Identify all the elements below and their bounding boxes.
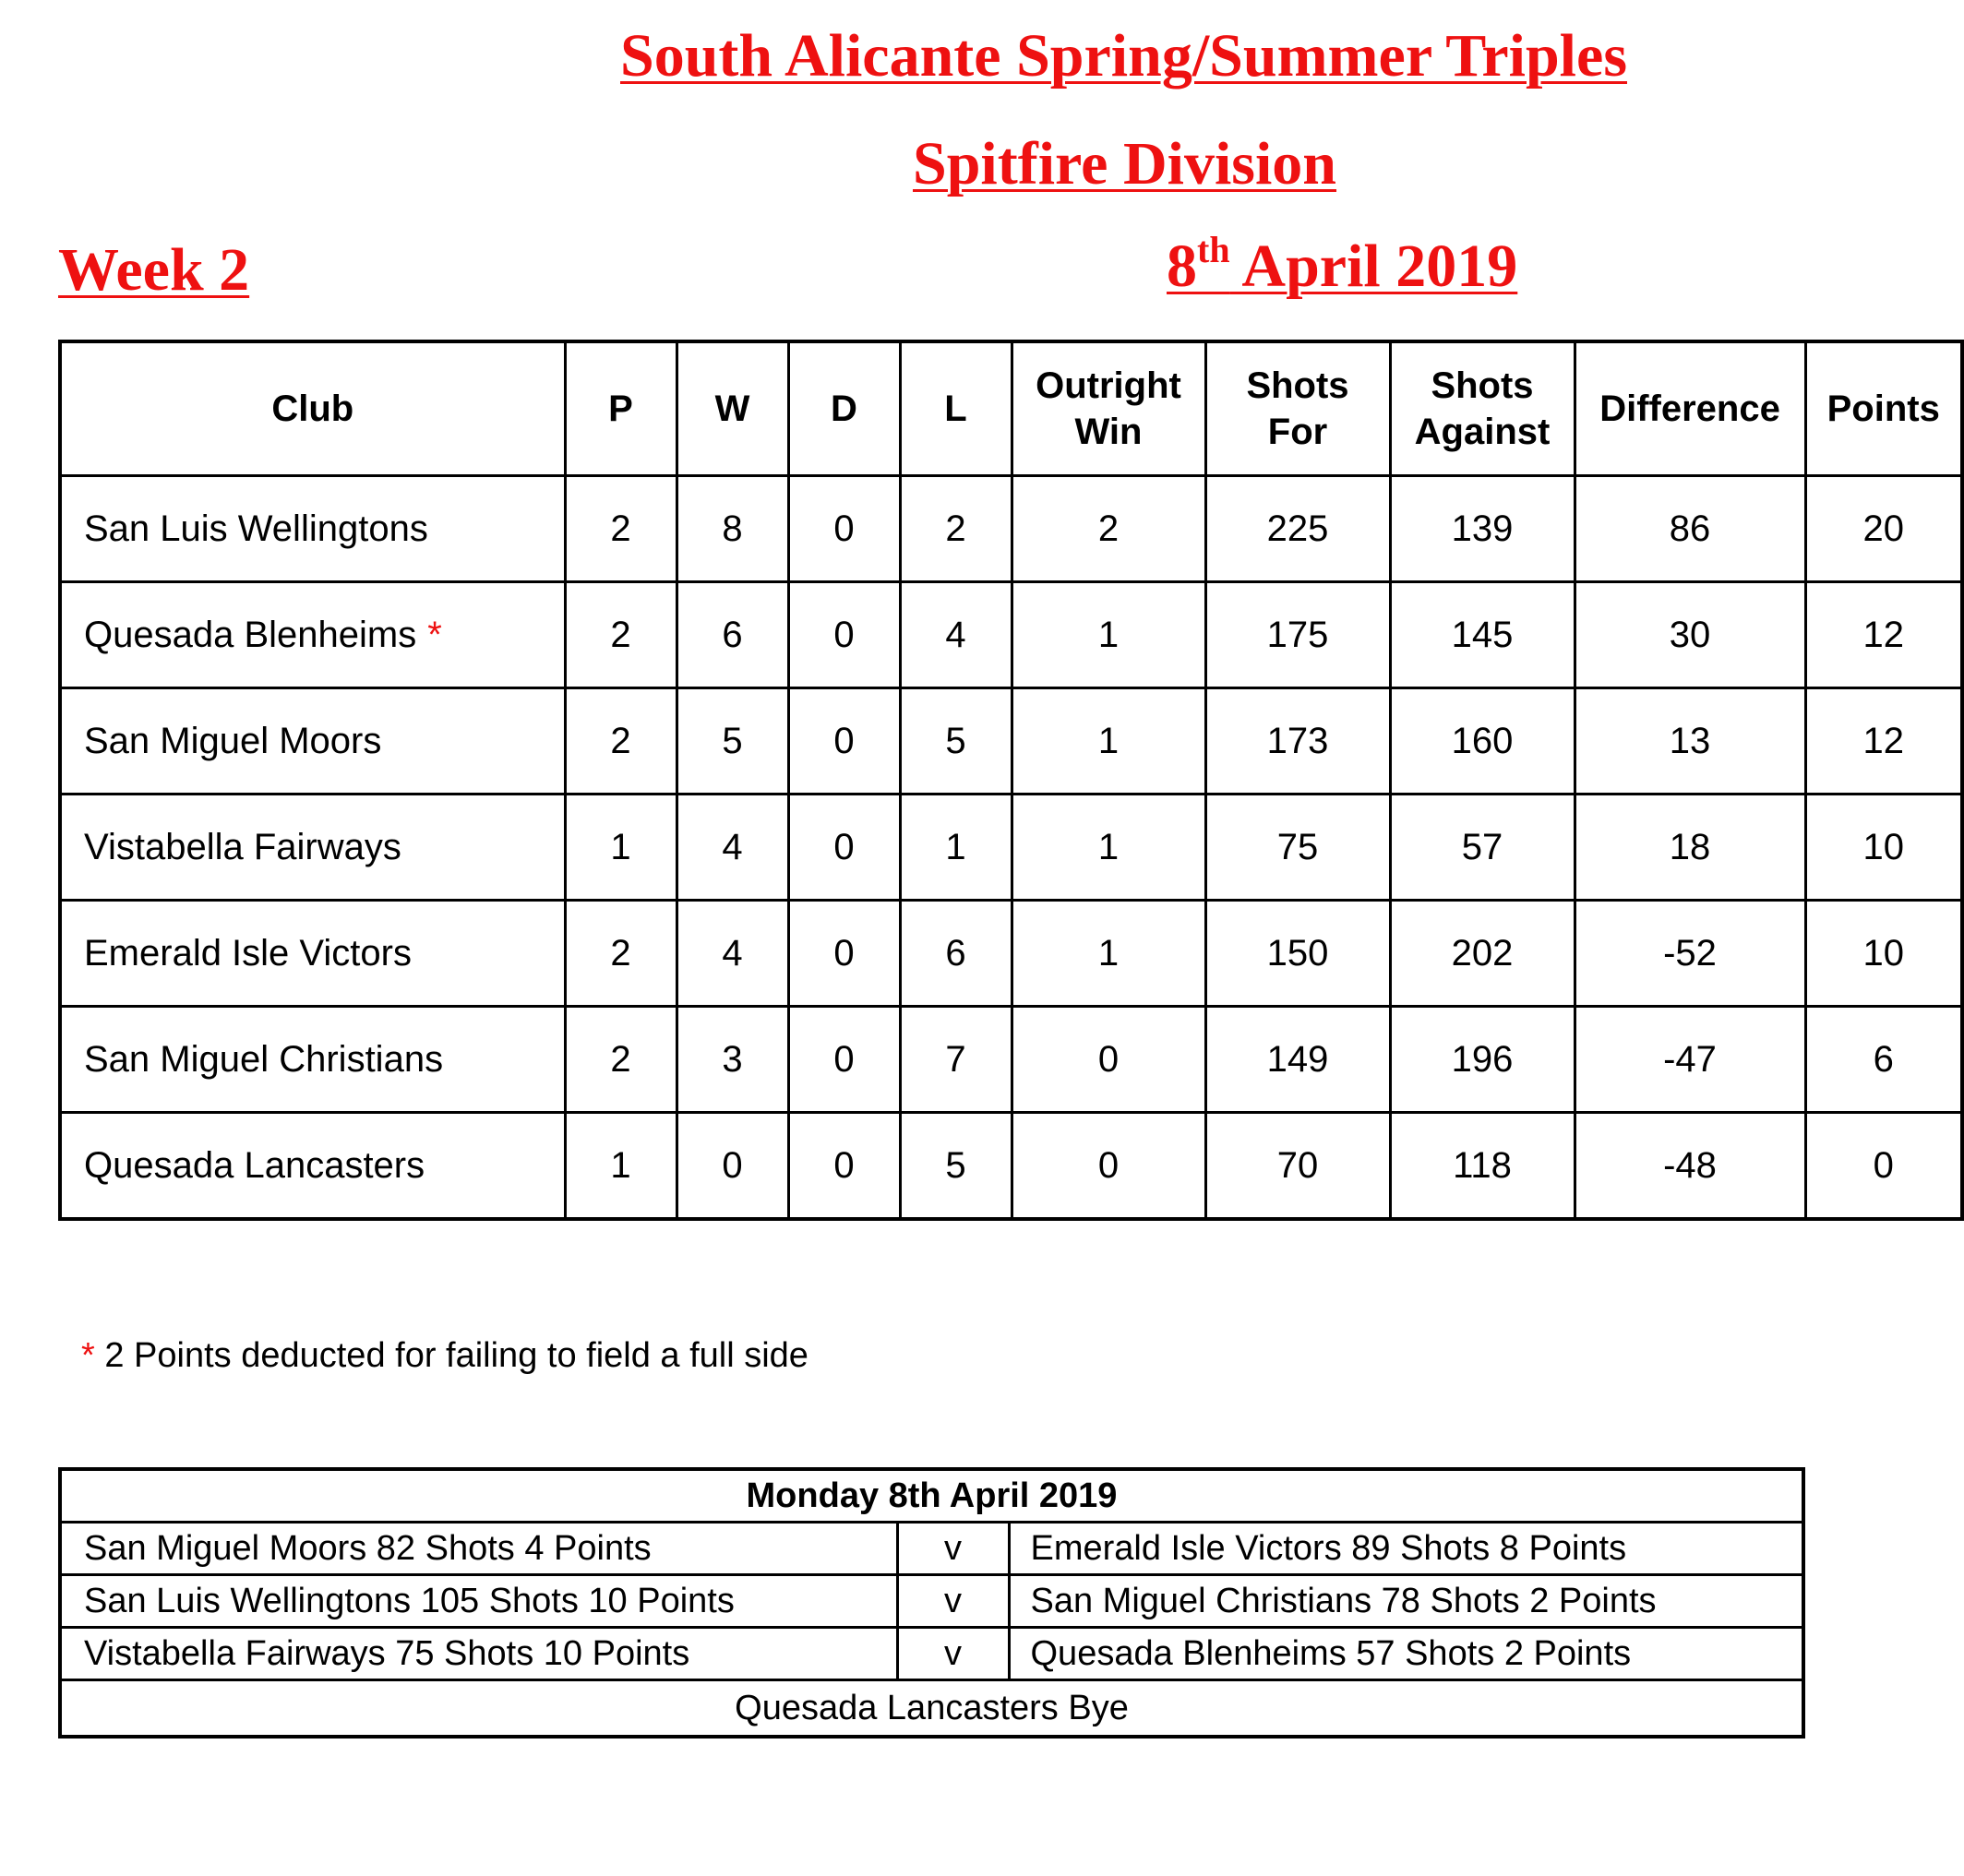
col-header-drawn: D bbox=[788, 341, 900, 476]
club-name: Vistabella Fairways bbox=[84, 826, 401, 867]
outright-win-cell: 1 bbox=[1012, 688, 1205, 795]
drawn-cell: 0 bbox=[788, 1113, 900, 1220]
won-cell: 4 bbox=[677, 795, 788, 901]
col-header-shots-for-line2: For bbox=[1267, 412, 1328, 452]
col-header-shots-for-line1: Shots bbox=[1246, 365, 1349, 406]
shots-against-cell: 57 bbox=[1390, 795, 1575, 901]
division-title: Spitfire Division bbox=[913, 130, 1337, 197]
col-header-outright-line1: Outright bbox=[1036, 365, 1181, 406]
versus: v bbox=[897, 1628, 1009, 1680]
lost-cell: 6 bbox=[900, 901, 1012, 1007]
fixtures-table bbox=[58, 1467, 1805, 1739]
points-cell: 6 bbox=[1805, 1007, 1962, 1113]
won-cell: 3 bbox=[677, 1007, 788, 1113]
points-cell: 0 bbox=[1805, 1113, 1962, 1220]
outright-win-cell: 0 bbox=[1012, 1007, 1205, 1113]
date-suffix: th bbox=[1197, 229, 1230, 270]
standings-body bbox=[60, 476, 1962, 1220]
col-header-outright-line2: Win bbox=[1074, 412, 1143, 452]
club-cell bbox=[60, 901, 565, 1007]
date-rest: April 2019 bbox=[1229, 233, 1518, 300]
club-cell bbox=[60, 582, 565, 688]
col-header-won: W bbox=[677, 341, 788, 476]
points-cell: 12 bbox=[1805, 582, 1962, 688]
footnote bbox=[81, 1336, 808, 1376]
lost-cell: 1 bbox=[900, 795, 1012, 901]
club-cell bbox=[60, 1007, 565, 1113]
shots-against-cell: 160 bbox=[1390, 688, 1575, 795]
played-cell: 2 bbox=[565, 1007, 677, 1113]
shots-against-cell: 145 bbox=[1390, 582, 1575, 688]
won-cell: 8 bbox=[677, 476, 788, 582]
week-label: Week 2 bbox=[58, 236, 250, 304]
won-cell: 4 bbox=[677, 901, 788, 1007]
won-cell: 0 bbox=[677, 1113, 788, 1220]
points-cell: 10 bbox=[1805, 795, 1962, 901]
fixtures-heading-row bbox=[60, 1469, 1803, 1523]
footnote-mark: * bbox=[81, 1336, 95, 1375]
won-cell: 5 bbox=[677, 688, 788, 795]
bye-text: Quesada Lancasters Bye bbox=[60, 1680, 1803, 1738]
shots-against-cell: 139 bbox=[1390, 476, 1575, 582]
lost-cell: 5 bbox=[900, 1113, 1012, 1220]
fixture-row bbox=[60, 1628, 1803, 1680]
away-result: San Miguel Christians 78 Shots 2 Points bbox=[1009, 1575, 1803, 1628]
col-header-lost: L bbox=[900, 341, 1012, 476]
played-cell: 2 bbox=[565, 688, 677, 795]
club-name: San Miguel Christians bbox=[84, 1038, 444, 1080]
table-row bbox=[60, 795, 1962, 901]
fixtures-heading: Monday 8th April 2019 bbox=[60, 1469, 1803, 1523]
drawn-cell: 0 bbox=[788, 688, 900, 795]
col-header-difference: Difference bbox=[1575, 341, 1805, 476]
difference-cell: -52 bbox=[1575, 901, 1805, 1007]
standings-table bbox=[58, 340, 1964, 1221]
home-result: San Miguel Moors 82 Shots 4 Points bbox=[60, 1523, 897, 1575]
shots-for-cell: 75 bbox=[1205, 795, 1390, 901]
points-cell: 20 bbox=[1805, 476, 1962, 582]
difference-cell: -47 bbox=[1575, 1007, 1805, 1113]
shots-for-cell: 150 bbox=[1205, 901, 1390, 1007]
played-cell: 1 bbox=[565, 1113, 677, 1220]
outright-win-cell: 1 bbox=[1012, 795, 1205, 901]
won-cell: 6 bbox=[677, 582, 788, 688]
played-cell: 1 bbox=[565, 795, 677, 901]
lost-cell: 5 bbox=[900, 688, 1012, 795]
deduction-mark: * bbox=[427, 614, 442, 655]
outright-win-cell: 1 bbox=[1012, 901, 1205, 1007]
difference-cell: 13 bbox=[1575, 688, 1805, 795]
bye-row bbox=[60, 1680, 1803, 1738]
drawn-cell: 0 bbox=[788, 1007, 900, 1113]
points-cell: 10 bbox=[1805, 901, 1962, 1007]
played-cell: 2 bbox=[565, 582, 677, 688]
table-row bbox=[60, 901, 1962, 1007]
col-header-played: P bbox=[565, 341, 677, 476]
shots-for-cell: 173 bbox=[1205, 688, 1390, 795]
date-day: 8 bbox=[1167, 233, 1197, 300]
col-header-outright-win bbox=[1012, 341, 1205, 476]
away-result: Emerald Isle Victors 89 Shots 8 Points bbox=[1009, 1523, 1803, 1575]
drawn-cell: 0 bbox=[788, 582, 900, 688]
lost-cell: 4 bbox=[900, 582, 1012, 688]
drawn-cell: 0 bbox=[788, 901, 900, 1007]
col-header-shots-against-line1: Shots bbox=[1431, 365, 1534, 406]
club-name: San Miguel Moors bbox=[84, 720, 382, 761]
shots-for-cell: 70 bbox=[1205, 1113, 1390, 1220]
played-cell: 2 bbox=[565, 901, 677, 1007]
home-result: San Luis Wellingtons 105 Shots 10 Points bbox=[60, 1575, 897, 1628]
col-header-shots-for bbox=[1205, 341, 1390, 476]
away-result: Quesada Blenheims 57 Shots 2 Points bbox=[1009, 1628, 1803, 1680]
outright-win-cell: 1 bbox=[1012, 582, 1205, 688]
shots-for-cell: 225 bbox=[1205, 476, 1390, 582]
outright-win-cell: 0 bbox=[1012, 1113, 1205, 1220]
footnote-text: 2 Points deducted for failing to field a full side bbox=[94, 1336, 808, 1375]
standings-header-row bbox=[60, 341, 1962, 476]
club-cell bbox=[60, 795, 565, 901]
difference-cell: -48 bbox=[1575, 1113, 1805, 1220]
table-row bbox=[60, 1007, 1962, 1113]
club-cell bbox=[60, 476, 565, 582]
club-cell bbox=[60, 1113, 565, 1220]
shots-against-cell: 202 bbox=[1390, 901, 1575, 1007]
difference-cell: 30 bbox=[1575, 582, 1805, 688]
lost-cell: 2 bbox=[900, 476, 1012, 582]
table-row bbox=[60, 582, 1962, 688]
shots-against-cell: 196 bbox=[1390, 1007, 1575, 1113]
drawn-cell: 0 bbox=[788, 795, 900, 901]
difference-cell: 86 bbox=[1575, 476, 1805, 582]
club-name: Quesada Lancasters bbox=[84, 1144, 425, 1186]
col-header-shots-against bbox=[1390, 341, 1575, 476]
club-name: Emerald Isle Victors bbox=[84, 932, 412, 974]
col-header-points: Points bbox=[1805, 341, 1962, 476]
drawn-cell: 0 bbox=[788, 476, 900, 582]
shots-for-cell: 149 bbox=[1205, 1007, 1390, 1113]
shots-against-cell: 118 bbox=[1390, 1113, 1575, 1220]
club-cell bbox=[60, 688, 565, 795]
versus: v bbox=[897, 1523, 1009, 1575]
home-result: Vistabella Fairways 75 Shots 10 Points bbox=[60, 1628, 897, 1680]
outright-win-cell: 2 bbox=[1012, 476, 1205, 582]
table-row bbox=[60, 1113, 1962, 1220]
shots-for-cell: 175 bbox=[1205, 582, 1390, 688]
fixtures-body bbox=[60, 1469, 1803, 1737]
fixture-row bbox=[60, 1523, 1803, 1575]
date-heading bbox=[1167, 229, 1518, 300]
club-name: San Luis Wellingtons bbox=[84, 508, 428, 549]
lost-cell: 7 bbox=[900, 1007, 1012, 1113]
points-cell: 12 bbox=[1805, 688, 1962, 795]
col-header-shots-against-line2: Against bbox=[1414, 412, 1551, 452]
page-title: South Alicante Spring/Summer Triples bbox=[620, 22, 1627, 90]
played-cell: 2 bbox=[565, 476, 677, 582]
versus: v bbox=[897, 1575, 1009, 1628]
fixture-row bbox=[60, 1575, 1803, 1628]
table-row bbox=[60, 476, 1962, 582]
difference-cell: 18 bbox=[1575, 795, 1805, 901]
table-row bbox=[60, 688, 1962, 795]
col-header-club: Club bbox=[60, 341, 565, 476]
club-name: Quesada Blenheims bbox=[84, 614, 417, 655]
